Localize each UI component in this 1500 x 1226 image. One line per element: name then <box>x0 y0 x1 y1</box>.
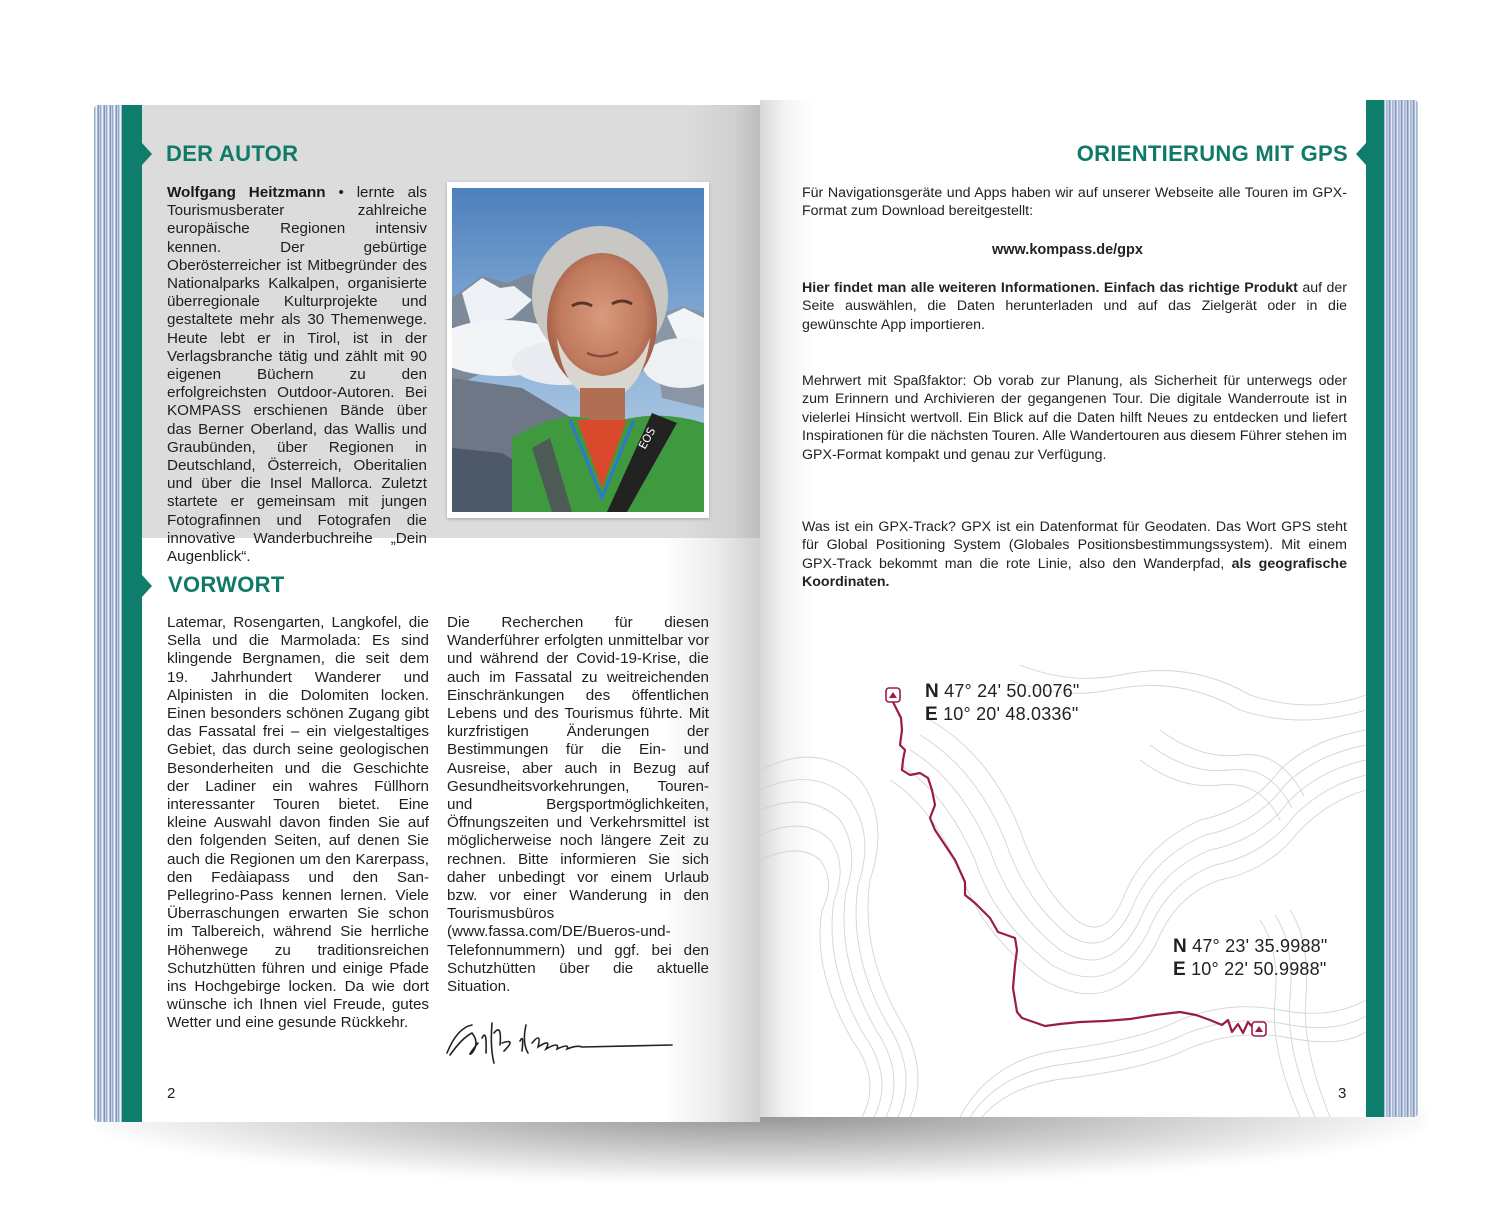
page-number-right: 3 <box>1338 1085 1347 1102</box>
start-longitude: E 10° 20' 48.0336" <box>925 704 1079 725</box>
teal-band-left <box>122 105 142 1122</box>
author-photo <box>447 182 709 518</box>
foreword-column-2: Die Recherchen für diesen Wanderführer erfolgten unmittelbar vor und während der Covid-19-Krise, die auch im Fassatal zu weitreichenden Einschränkungen des öffentlichen Lebens und des Tourismus führte. Mit kurzfristigen Änderungen der Bestimmungen für die Ein- und Ausreise, aber auch in Bezug auf Gesundheitsvorkehrungen, Touren- und Bergsportmöglichkeiten, Öffnungszeiten und Verkehrsmittel ist möglicherweise noch längere Zeit zu rechnen. Bitte informieren Sie sich daher unbedingt vor einem Urlaub bzw. vor einer Wanderung in den Tourismusbüros (www.fassa.com/DE/Bueros-und-Telefonnummern) und ggf. bei den Schutzhütten über die aktuelle Situation. <box>447 614 709 996</box>
gps-info-rest: auf der Seite auswählen, die Daten herunterladen und auf das Zielgerät oder in die gewünschte App importieren. <box>802 280 1348 333</box>
page-edges-right <box>1382 100 1418 1117</box>
page-number-left: 2 <box>167 1085 176 1102</box>
author-portrait-image <box>452 188 704 512</box>
left-page <box>142 105 760 1122</box>
gps-info <box>802 279 1347 334</box>
section-marker-icon <box>1356 143 1366 165</box>
gps-benefit: Mehrwert mit Spaßfaktor: Ob vorab zur Planung, als Sicherheit für unterwegs oder zum Erinnern und Archivieren der gegangenen Tour. Die digitale Wanderroute ist in vielerlei Hinsicht wertvoll. Ein Blick auf die Daten hilft Neues zu entdecken und liefert Inspirationen für die nächsten Touren. Alle Wandertouren aus diesem Führer stehen im GPX-Format kompakt und genau zur Verfügung. <box>802 373 1347 463</box>
page-edges-left <box>94 105 124 1122</box>
start-coordinates <box>925 680 1079 726</box>
teal-band-right <box>1366 100 1384 1117</box>
end-marker-icon <box>1252 1022 1266 1036</box>
author-name: Wolfgang Heitzmann <box>167 184 326 201</box>
svg-text:EOS: EOS <box>636 425 659 452</box>
foreword-column-1: Latemar, Rosengarten, Langkofel, die Sella und die Marmolada: Es sind klingende Bergnamen, die seit dem 19. Jahrhundert Wanderer und Alpinisten in die Dolomiten locken. Einen besonders schönen Zugang gibt das Fassatal frei – ein vielgestaltiges Gebiet, das durch seine geologischen Besonderheiten und die Geschichte der Ladiner ein wahres Füllhorn interessanter Touren bietet. Eine kleine Auswahl davon finden Sie auf den folgenden Seiten, auf denen Sie auch die Regionen um den Karerpass, den Fedàiapass und den San-Pellegrino-Pass kennen lernen. Viele Überraschungen erwarten Sie schon im Talbereich, während Sie herrliche Höhenwege zu traditionsreichen Schutzhütten führen und einige Pfade ins Hochgebirge locken. Da wie dort wünsche ich Ihnen viel Freude, gutes Wetter und eine gesunde Rückkehr. <box>167 614 429 1032</box>
right-page <box>760 100 1366 1117</box>
end-coordinates <box>1173 935 1327 981</box>
gps-intro: Für Navigationsgeräte und Apps haben wir auf unserer Webseite alle Touren im GPX-Format zum Download bereitgestellt: <box>802 185 1347 220</box>
end-longitude: E 10° 22' 50.9988" <box>1173 959 1327 980</box>
gps-info-bold: Hier findet man alle weiteren Informationen. Einfach das richtige Produkt <box>802 280 1298 296</box>
contour-lines <box>760 665 1366 1117</box>
author-section <box>142 105 760 566</box>
author-bio <box>167 184 427 566</box>
start-latitude: N 47° 24' 50.0076" <box>925 681 1080 702</box>
author-title: DER AUTOR <box>166 141 299 166</box>
gpx-definition-text: Was ist ein GPX-Track? GPX ist ein Datenformat für Geodaten. Das Wort GPS steht für Global Positioning System (Globales Positionsbestimmungssystem). Mit einem GPX-Track bekommt man die rote Linie, also den Wanderpfad, <box>802 519 1347 572</box>
end-latitude: N 47° 23' 35.9988" <box>1173 936 1328 957</box>
start-marker-icon <box>886 688 900 702</box>
section-marker-icon <box>142 575 152 597</box>
foreword-title: VORWORT <box>168 572 285 597</box>
bullet: • <box>325 184 357 201</box>
gpx-download-link[interactable]: www.kompass.de/gpx <box>992 242 1143 258</box>
section-marker-icon <box>142 143 152 165</box>
author-signature <box>442 1013 702 1073</box>
author-bio-text: lernte als Tourismusberater zahlreiche europäische Regionen intensiv kennen. Der gebürtige Oberösterreicher ist Mitbegründer des Nationalparks Kalkalpen, organisierte überregionale Kulturprojekte und gestaltete mehr als 30 Themenwege. Heute lebt er in Tirol, ist in der Verlagsbranche tätig und zählt mit 90 eigenen Büchern zu den erfolgreichsten Outdoor-Autoren. Bei KOMPASS erschienen Bände über das Berner Oberland, das Wallis und Graubünden, über Regionen in Deutschland, Österreich, Oberitalien und über die Insel Mallorca. Zuletzt startete er gemeinsam mit jungen Fotografinnen und Fotografen die innovative Wanderbuchreihe „Dein Augenblick“. <box>167 184 427 566</box>
gpx-definition-bold: als geografische Koordinaten. <box>802 555 1347 591</box>
gpx-definition <box>802 518 1347 592</box>
gps-title: ORIENTIERUNG MIT GPS <box>1076 141 1348 166</box>
